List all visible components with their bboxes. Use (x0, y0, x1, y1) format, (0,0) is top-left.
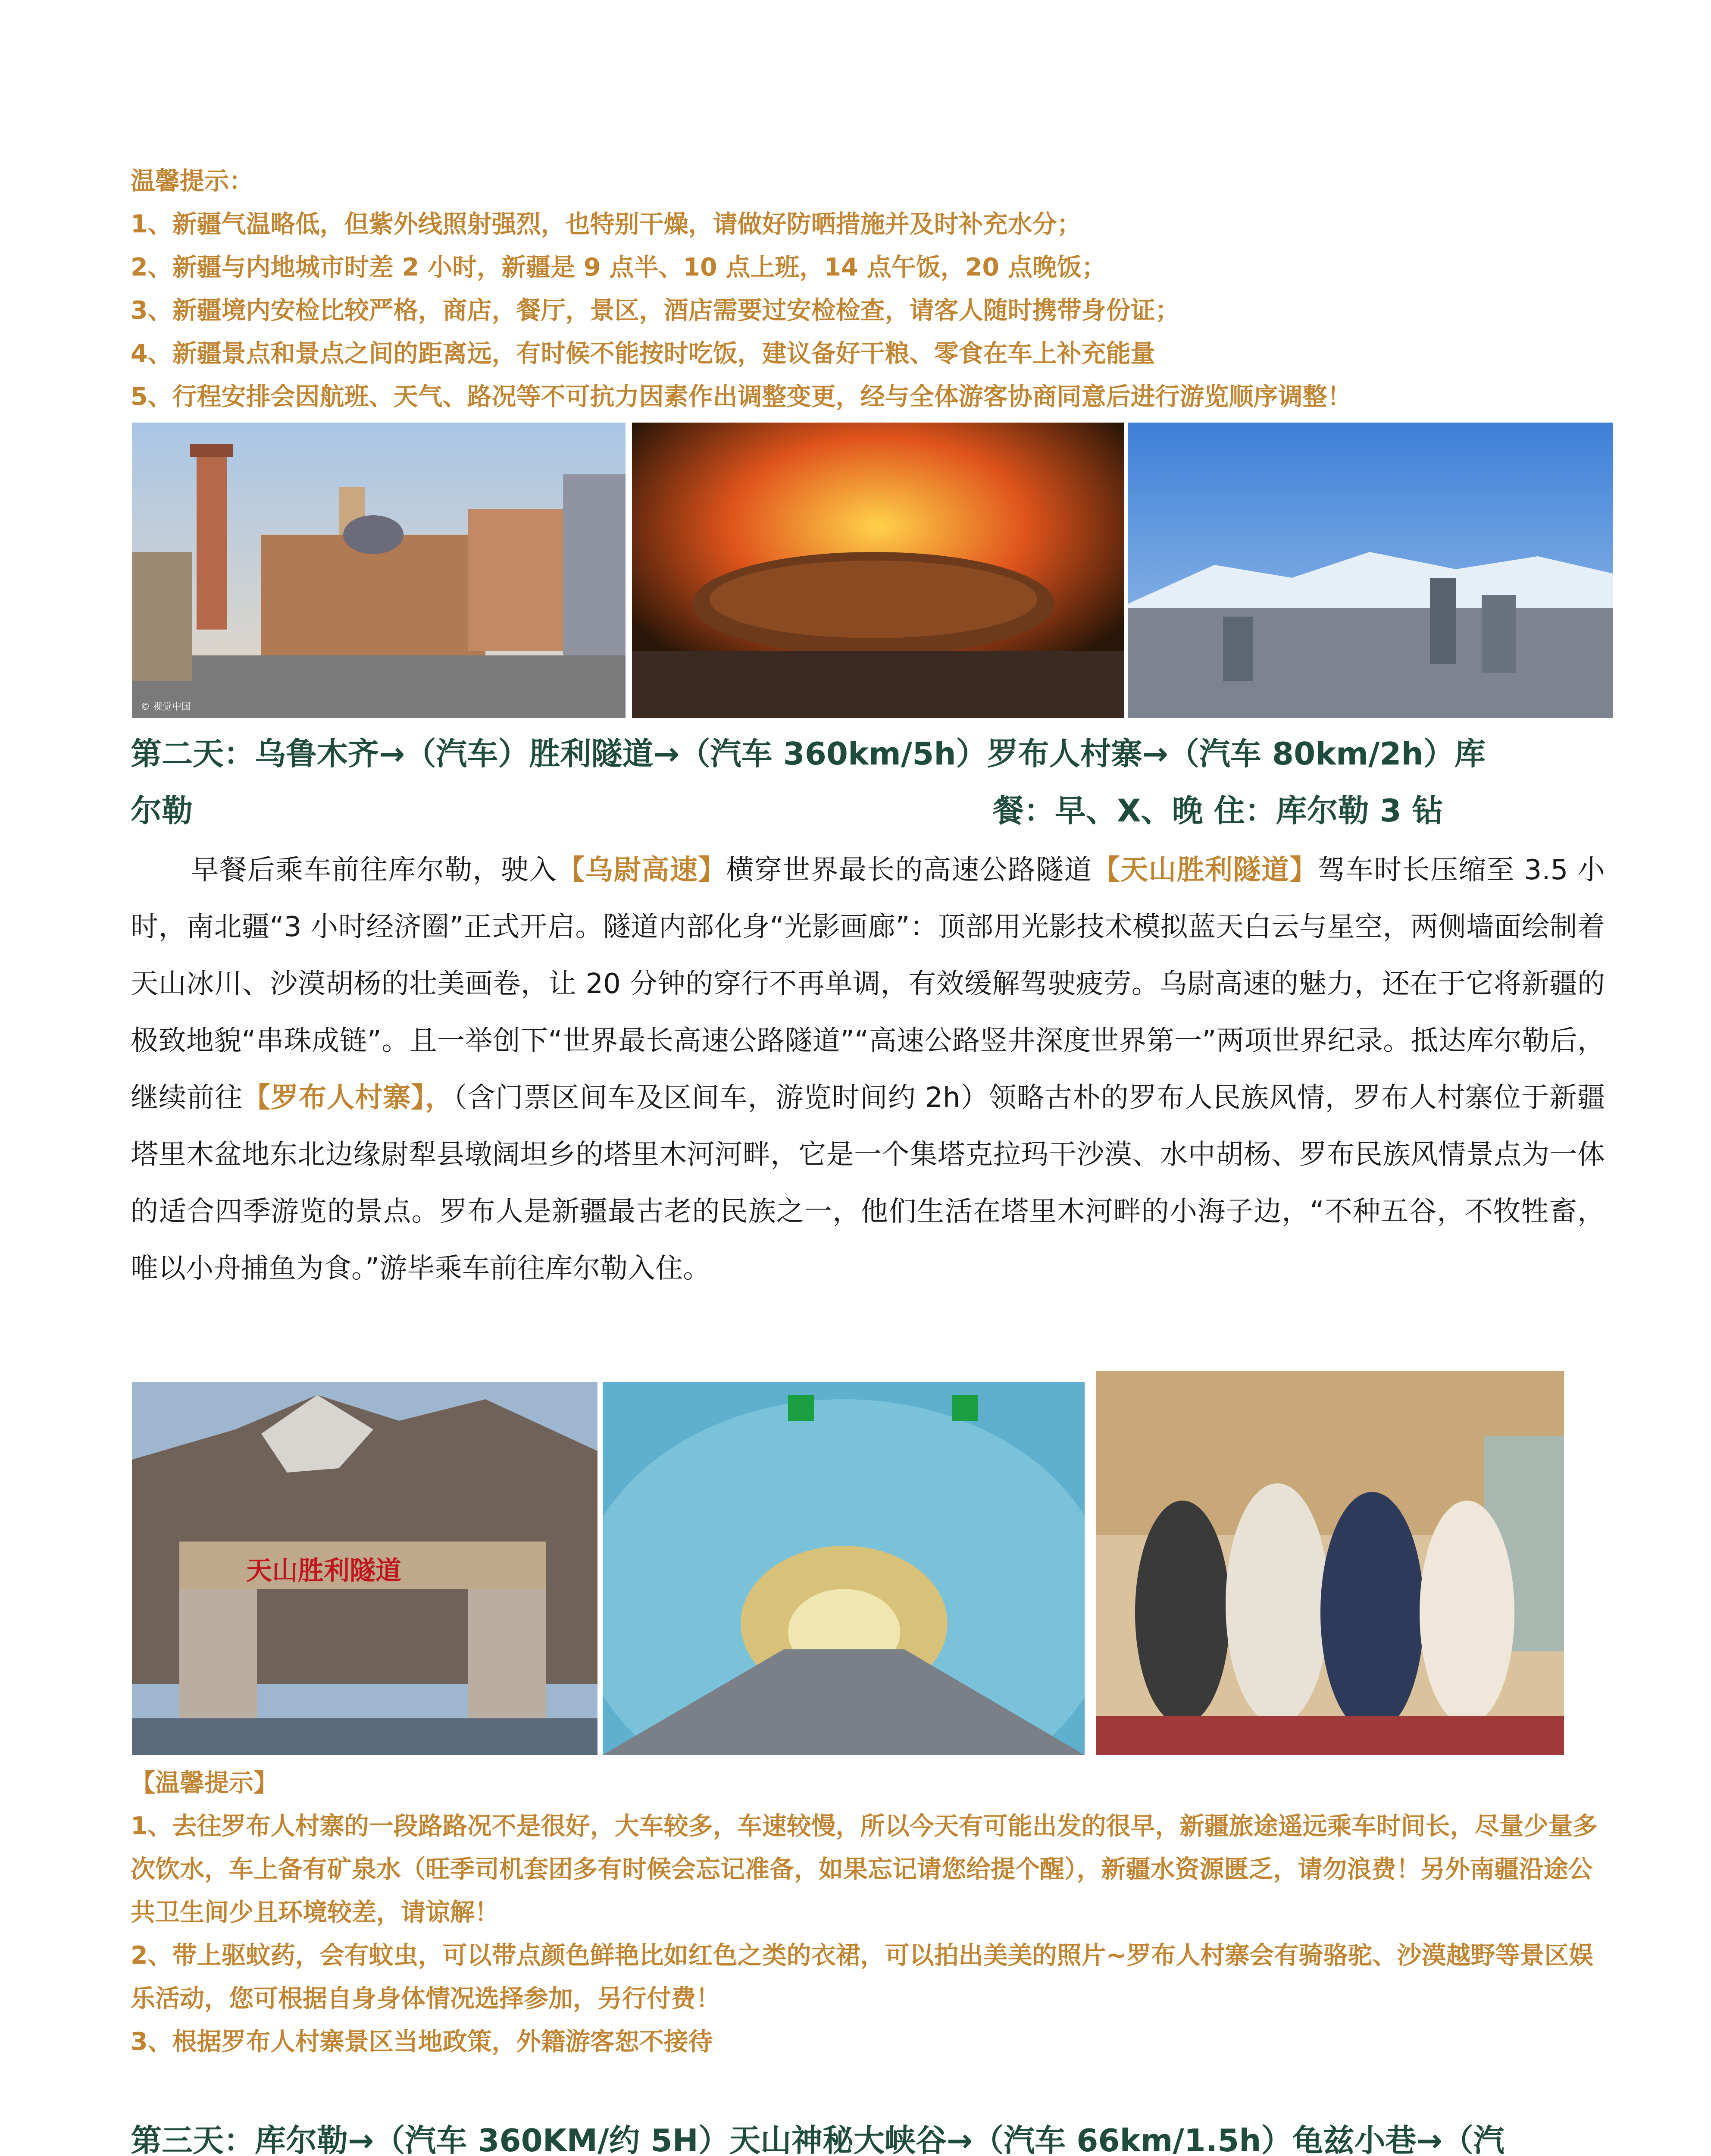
day2-text: 驾车时长压缩至 3.5 小时，南北疆“3 小时经济圈”正式开启。隧道内部化身“光影画廊”：顶部用光影技术模拟蓝天白云与星空，两侧墙面绘制着天山冰川、沙漠胡杨的壮美画卷，让 20 分钟的穿行不再单调，有效缓解驾驶疲劳。乌尉高速的魅力，还在于它将新疆的极致地貌“串珠成链”。且一举创下“世界最长高速公路隧道”“高速公路竖井深度世界第一”两项世界纪录。抵达库尔勒后，继续前往 (131, 854, 1605, 1114)
tip-item: 1、新疆气温略低，但紫外线照射强烈，也特别干燥，请做好防晒措施并及时补充水分； (131, 210, 1082, 238)
day2-description (131, 842, 1605, 1297)
tunnel-gate-sign: 天山胜利隧道 (246, 1556, 401, 1586)
day2-text: 早餐后乘车前往库尔勒，驶入 (191, 854, 557, 886)
tip-item: 5、行程安排会因航班、天气、路况等不可抗力因素作出调整变更，经与全体游客协商同意后进行游览顺序调整！ (131, 382, 1352, 411)
urumqi-skyline-photo (1128, 423, 1613, 718)
tip-item: 3、根据罗布人村寨景区当地政策，外籍游客恕不接待 (131, 2028, 713, 2056)
kebab-grill-photo (632, 423, 1124, 718)
day2-route: 第二天：乌鲁木齐→（汽车）胜利隧道→（汽车 360km/5h）罗布人村寨→（汽车 80km/2h）库 (131, 736, 1486, 772)
tip-item: 2、新疆与内地城市时差 2 小时，新疆是 9 点半、10 点上班，14 点午饭，20 点晚饭； (131, 253, 1106, 282)
day2-text: 横穿世界最长的高速公路隧道 (726, 854, 1092, 886)
lop-nur-musicians-photo (1096, 1371, 1564, 1755)
day2-route-cont: 尔勒 (131, 793, 193, 829)
highlight-lop-village: 【罗布人村寨】， (243, 1082, 454, 1114)
travel-tips-1 (131, 160, 1605, 418)
highlight-wuyu-expressway: 【乌尉高速】 (557, 854, 726, 886)
urumqi-bazaar-photo (132, 423, 626, 718)
tip-item: 4、新疆景点和景点之间的距离远，有时候不能按时吃饭，建议备好干粮、零食在车上补充能量 (131, 339, 1155, 368)
travel-tips-2 (131, 1761, 1605, 2063)
highlight-tianshan-tunnel: 【天山胜利隧道】 (1092, 854, 1318, 886)
photo-watermark: © 视觉中国 (141, 702, 191, 712)
day3-title (131, 2112, 1605, 2156)
tip-item: 2、带上驱蚊药，会有蚊虫，可以带点颜色鲜艳比如红色之类的衣裙，可以拍出美美的照片~罗布人村寨会有骑骆驼、沙漠越野等景区娱乐活动，您可根据自身身体情况选择参加，另行付费！ (131, 1941, 1594, 2013)
day2-meal-hotel: 餐：早、X、晚 住：库尔勒 3 钻 (993, 793, 1443, 829)
tip-item: 1、去往罗布人村寨的一段路路况不是很好，大车较多，车速较慢，所以今天有可能出发的很早，新疆旅途遥远乘车时间长，尽量少量多次饮水，车上备有矿泉水（旺季司机套团多有时候会忘记准备，如果忘记请您给提个醒），新疆水资源匮乏，请勿浪费！另外南疆沿途公共卫生间少且环境较差，请谅解！ (131, 1812, 1598, 1927)
tips-heading: 【温馨提示】 (131, 1769, 278, 1797)
tips-heading: 温馨提示： (131, 167, 253, 195)
day3-route: 第三天：库尔勒→（汽车 360KM/约 5H）天山神秘大峡谷→（汽车 66km/1.5h）龟兹小巷→（汽 (131, 2122, 1505, 2156)
day2-text: （含门票区间车及区间车，游览时间约 2h）领略古朴的罗布人民族风情，罗布人村寨位于新疆塔里木盆地东北边缘尉犁县墩阔坦乡的塔里木河河畔，它是一个集塔克拉玛干沙漠、水中胡杨、罗布民族风情景点为一体的适合四季游览的景点。罗布人是新疆最古老的民族之一，他们生活在塔里木河畔的小海子边，“不种五谷，不牧牲畜，唯以小舟捕鱼为食。”游毕乘车前往库尔勒入住。 (131, 1082, 1605, 1285)
day2-title (131, 725, 1605, 839)
tip-item: 3、新疆境内安检比较严格，商店，餐厅，景区，酒店需要过安检检查，请客人随时携带身份证； (131, 296, 1180, 325)
tianshan-tunnel-gate-photo (132, 1382, 597, 1755)
tunnel-interior-photo (603, 1382, 1085, 1755)
